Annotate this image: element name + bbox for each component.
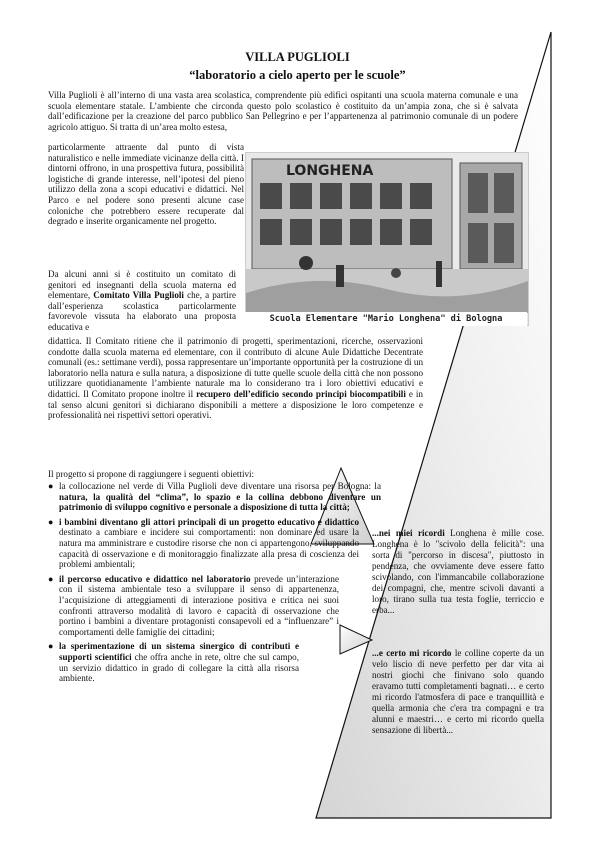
bullet-icon: ● [48,573,54,584]
committee-paragraph: Da alcuni anni si è costituito un comitato di genitori ed insegnanti della scuola materna ed elementare, Comitato Villa Puglioli che, a partire dall’esperienza scolastica particolarmente favorevole vissuta ha elaborato una proposta educativa e [48,269,236,332]
page-subtitle: “laboratorio a cielo aperto per le scuole” [189,68,406,82]
school-drawing-photo [245,152,529,326]
goal-item: ● il percorso educativo e didattico nel laboratorio prevede un’interazione con il sistema ambientale teso a sviluppare il senso di appartenenza, l’acquisizione di atteggiamenti di interazione positiva e critica nei suoi confronti attraverso modalità di lavoro e capacità di osservazione che portino i bambini a diventare protagonisti consapevoli ed a “influenzare” i comportamenti delle famiglie dei cittadini; [48,573,339,637]
goal-item: ● la sperimentazione di un sistema sinergico di contributi e supporti scientifici che offra anche in rete, oltre che sul campo, un servizio didattico in grado di collegare la città alla risorsa ambiente. [48,641,300,684]
goal-item: ● la collocazione nel verde di Villa Puglioli deve diventare una risorsa per Bologna: la natura, la qualità del “clima”, lo spazio e la collina debbono diventare un patrimonio di sviluppo cognitivo e personale a disposizione di tutta la città; [48,481,381,513]
intro-paragraph: Villa Puglioli è all’interno di una vasta area scolastica, comprendente più edifici ospitanti una scuola materna comunale e una scuola elementare statale. L’ambiente che circonda questo polo scolastico è costituito da un’ampia zona, che si è salvata dall’edificazione per la creazione del parco pubblico San Pellegrino e per l’appartenenza al patrimonio comunale di un podere agricolo attiguo. Si tratta di un’area molto estesa, [48,90,518,132]
bullet-icon: ● [48,641,54,652]
photo-caption: Scuola Elementare "Mario Longhena" di Bologna [245,312,527,326]
memory-quote-1: ...nei miei ricordi Longhena è mille cose. Longhena è lo "scivolo della felicità": una sorta di "percorso in discesa", piuttosto in pendenza, che ovviamente deve essere fatto scivolando, con l'immancabile collaborazione dei compagni, che, mentre scivoli davanti a loro, tirano sulla tua testa foglie, terriccio e erba... [372,528,544,615]
memory-quote-2: ...e certo mi ricordo le colline coperte da un velo liscio di neve perfetto per dar vita ai nostri giochi che finivano solo quando eravamo tutti completamenti bagnati… e certo mi ricordo l'atmosfera di pace e tranquillità e quella armonia che c'era tra compagni e tra alunni e maestri… e certo mi ricordo quella sensazione di libertà... [372,648,544,735]
bullet-icon: ● [48,516,54,527]
goals-list [48,481,381,688]
goals-intro: Il progetto si propone di raggiungere i seguenti obiettivi: [48,469,255,479]
left-column-paragraph: particolarmente attraente dal punto di vista naturalistico e nelle immediate vicinanze della città. I dintorni offrono, in una prospettiva futura, possibilità logistiche di grande interesse, nell’ipotesi del pieno utilizzo della zona a scopi educativi e didattici. Nel Parco e nel podere sono presenti alcune case coloniche che potrebbero essere recuperate dal degrado e inserite organicamente nel progetto. [48,142,244,227]
bullet-icon: ● [48,481,54,491]
page-title: VILLA PUGLIOLI [245,50,350,64]
building-sign: LONGHENA [286,163,374,179]
goal-item: ● i bambini diventano gli attori principali di un progetto educativo e didattico destinato a cambiare e incidere sui comportamenti: non dominare ed usare la natura ma amministrare e custodire risorse che non ci appartengono, sviluppando capacità di osservazione e di monitoraggio finalizzate alla presa di coscienza dei problemi ambientali; [48,516,359,570]
committee-name: Comitato Villa Puglioli [93,290,184,301]
committee-proposal-paragraph: didattica. Il Comitato ritiene che il patrimonio di progetti, sperimentazioni, ricerche, osservazioni condotte dalla scuola materna ed elementare, con il contributo di alcune Aule Didattiche Decentrate comunali (es.: settimane verdi), possa rappresentare un’importante opportunità per la costruzione di un laboratorio nella natura e sulla natura, a disposizione di tutte quelle scuole della città che non possono utilizzare quotidianamente l’ambiente naturale ma lo considerano tra i loro obiettivi educativi e didattici. Il Comitato propone inoltre il recupero dell’edificio secondo principi biocompatibili e in tal senso alcuni genitori si dichiarano disponibili a mettere a disposizione le loro competenze e professionalità nei rispettivi settori operativi. [48,336,423,421]
recovery-highlight: recupero dell’edificio secondo principi biocompatibili [196,388,406,399]
